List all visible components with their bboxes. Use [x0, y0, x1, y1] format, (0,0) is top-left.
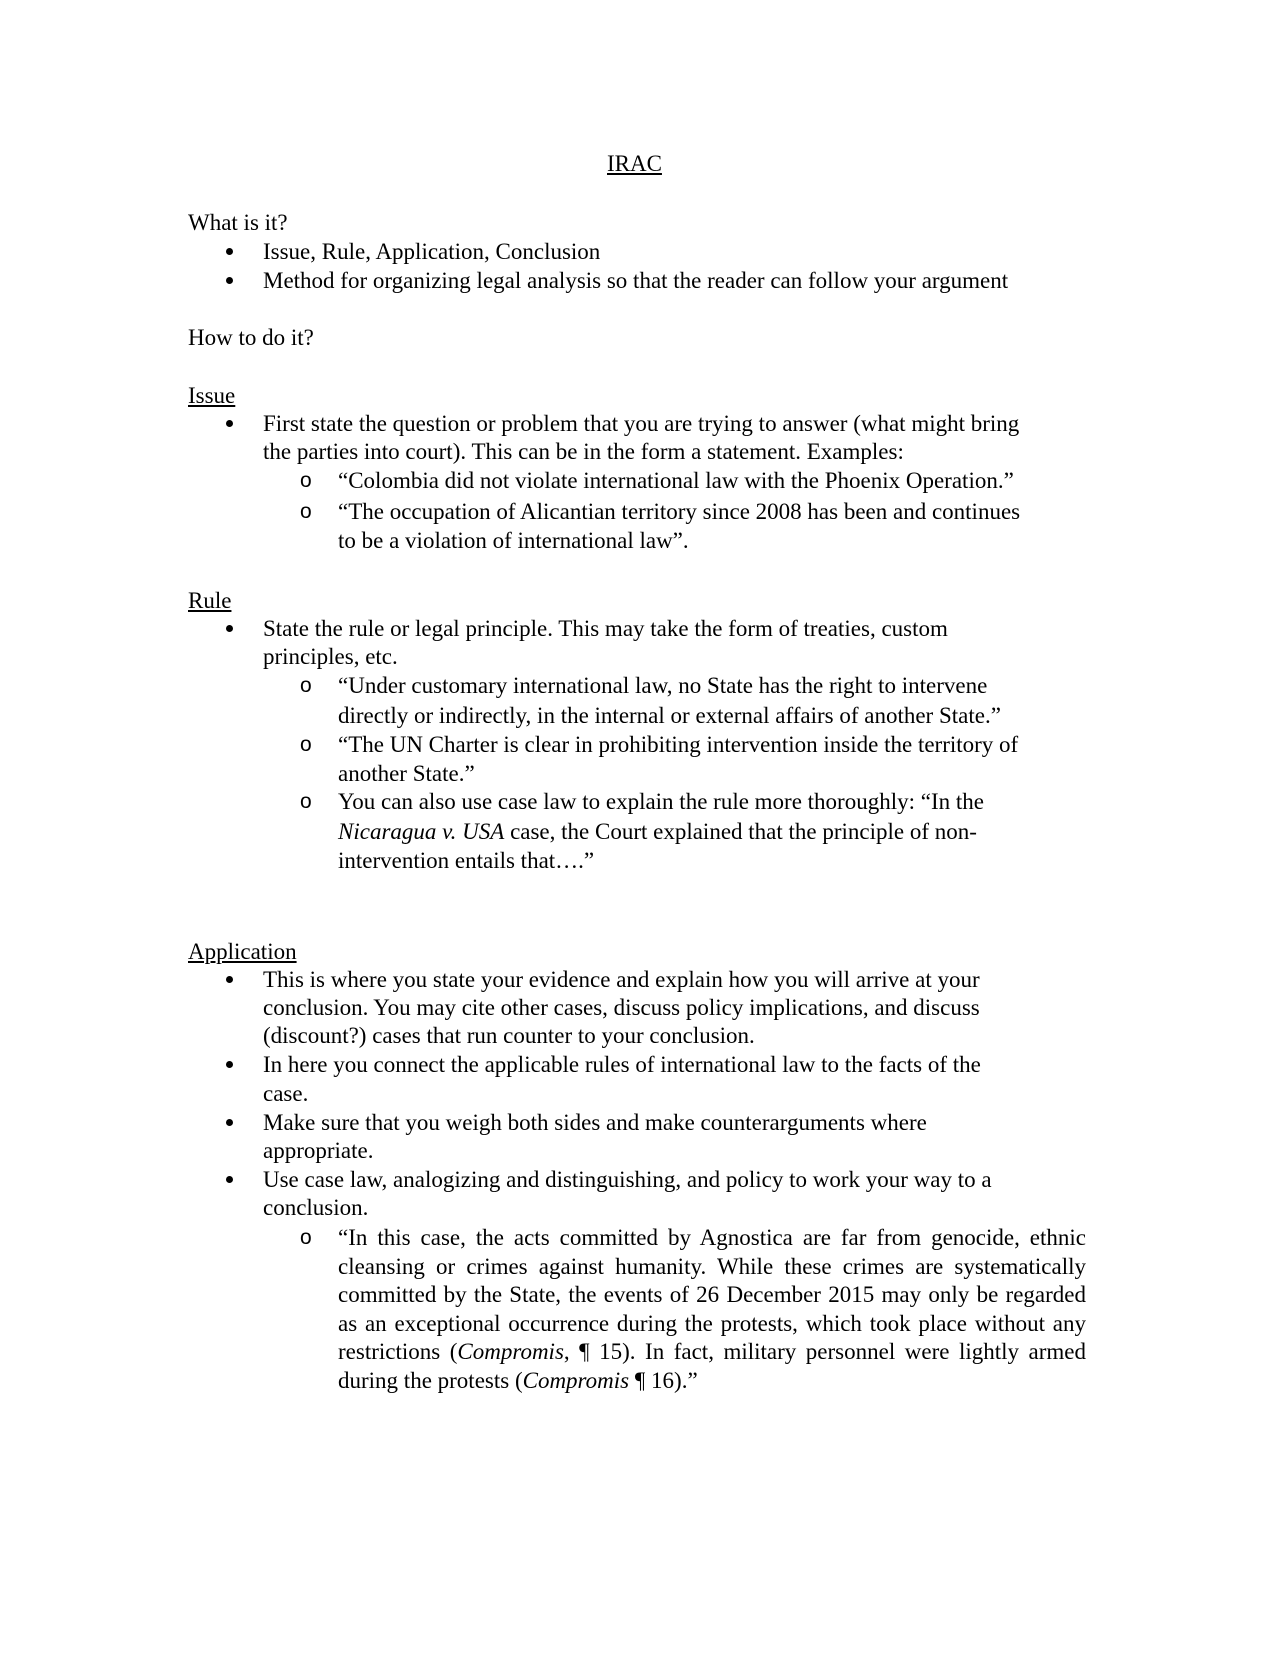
- sub-bullet-icon: o: [300, 733, 312, 756]
- list-item: (discount?) cases that run counter to your conclusion.: [263, 1023, 755, 1048]
- sub-bullet-icon: o: [300, 674, 312, 697]
- quote-text: “In this case, the acts committed by Agnostica are far from genocide, ethnic cleansing or crimes against humanity. While these crimes are systematically committed by the State, the events of 26 December 2015 may only be regarded as an exceptional occurrence during the protests, which took place without any restrictions (: [338, 1225, 1086, 1365]
- list-item: Issue, Rule, Application, Conclusion: [263, 239, 601, 264]
- list-item: “Under customary international law, no State has the right to intervene: [338, 673, 988, 698]
- list-item: to be a violation of international law”.: [338, 528, 689, 553]
- page-title: IRAC: [607, 151, 662, 176]
- how-heading: How to do it?: [188, 325, 314, 350]
- list-item: conclusion.: [263, 1195, 369, 1220]
- sub-bullet-icon: o: [300, 469, 312, 492]
- list-item: “The UN Charter is clear in prohibiting intervention inside the territory of: [338, 732, 1019, 757]
- list-item: the parties into court). This can be in the form a statement. Examples:: [263, 439, 904, 464]
- list-item: State the rule or legal principle. This may take the form of treaties, custom: [263, 616, 948, 641]
- sub-bullet-icon: o: [300, 500, 312, 523]
- list-item: intervention entails that….”: [338, 848, 595, 873]
- compromis-citation: Compromis: [522, 1367, 630, 1393]
- what-heading: What is it?: [188, 210, 288, 235]
- list-item: [338, 818, 977, 846]
- list-item: principles, etc.: [263, 644, 398, 669]
- bullet-icon: [226, 277, 233, 284]
- sub-bullet-icon: o: [300, 790, 312, 813]
- bullet-icon: [226, 1119, 233, 1126]
- application-quote: [338, 1224, 1086, 1396]
- list-item: Make sure that you weigh both sides and make counterarguments where: [263, 1110, 927, 1135]
- list-item: First state the question or problem that you are trying to answer (what might bring: [263, 411, 1020, 436]
- compromis-citation: Compromis: [457, 1339, 564, 1365]
- case-citation: Nicaragua v. USA: [338, 819, 505, 844]
- bullet-icon: [226, 976, 233, 983]
- list-item: “Colombia did not violate international law with the Phoenix Operation.”: [338, 468, 1014, 493]
- list-item: This is where you state your evidence and explain how you will arrive at your: [263, 967, 980, 992]
- application-heading: Application: [188, 939, 297, 964]
- list-item: directly or indirectly, in the internal or external affairs of another State.”: [338, 703, 1001, 728]
- list-item-text: case, the Court explained that the principle of non-: [504, 819, 977, 844]
- quote-text: , ¶ 15). In fact, military personnel were lightly armed during the protests (: [338, 1339, 1087, 1393]
- bullet-icon: [226, 1176, 233, 1183]
- list-item: Use case law, analogizing and distinguishing, and policy to work your way to a: [263, 1167, 992, 1192]
- list-item: You can also use case law to explain the rule more thoroughly: “In the: [338, 789, 984, 814]
- list-item: case.: [263, 1081, 309, 1106]
- sub-bullet-icon: o: [300, 1226, 312, 1249]
- rule-heading: Rule: [188, 588, 232, 613]
- list-item: conclusion. You may cite other cases, discuss policy implications, and discuss: [263, 995, 980, 1020]
- list-item: “The occupation of Alicantian territory since 2008 has been and continues: [338, 499, 1021, 524]
- bullet-icon: [226, 625, 233, 632]
- list-item: another State.”: [338, 761, 475, 786]
- quote-text: ¶ 16).”: [629, 1367, 698, 1393]
- list-item: In here you connect the applicable rules of international law to the facts of the: [263, 1052, 981, 1077]
- issue-heading: Issue: [188, 383, 236, 408]
- bullet-icon: [226, 420, 233, 427]
- list-item: Method for organizing legal analysis so that the reader can follow your argument: [263, 268, 1009, 293]
- bullet-icon: [226, 248, 233, 255]
- bullet-icon: [226, 1061, 233, 1068]
- list-item: appropriate.: [263, 1138, 374, 1163]
